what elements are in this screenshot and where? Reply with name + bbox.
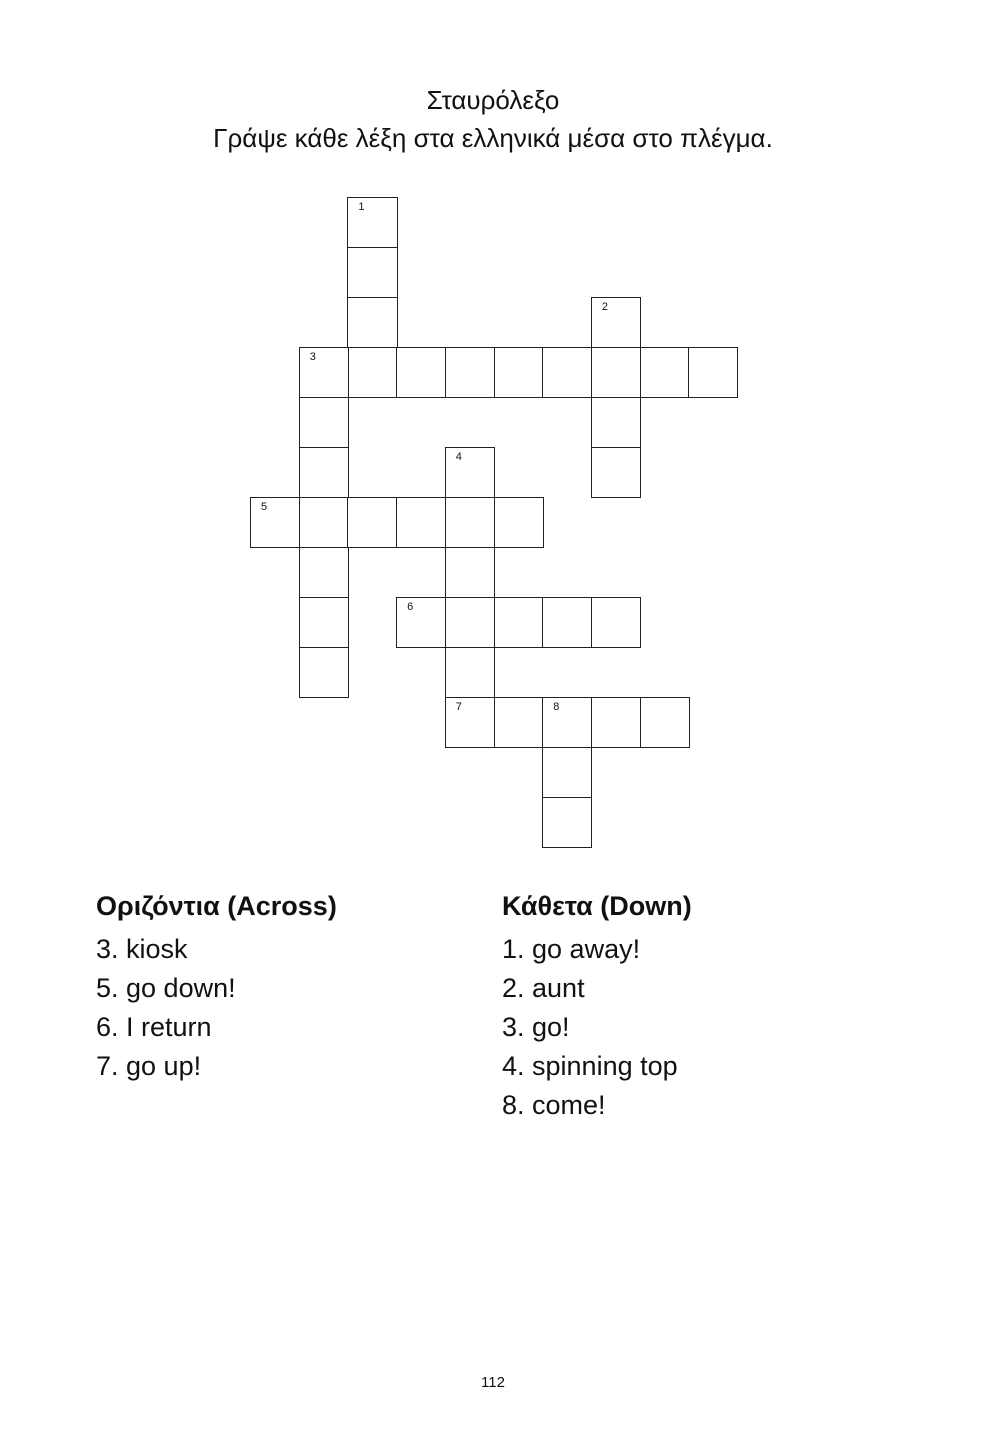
crossword-cell[interactable]	[445, 547, 495, 598]
crossword-cell[interactable]	[591, 597, 641, 648]
crossword-cell[interactable]	[396, 497, 446, 548]
down-clue: 3. go!	[502, 1012, 570, 1042]
crossword-cell[interactable]	[591, 347, 641, 398]
crossword-cell[interactable]	[640, 697, 690, 748]
clue-number: 7	[455, 701, 462, 713]
crossword-cell[interactable]	[591, 397, 641, 448]
clue-number: 4	[455, 451, 462, 463]
clue-number: 2	[601, 301, 609, 313]
across-clue: 3. kiosk	[96, 934, 188, 964]
crossword-cell[interactable]	[347, 297, 397, 348]
page-title: Σταυρόλεξο	[426, 85, 560, 115]
down-clue: 4. spinning top	[502, 1051, 678, 1081]
crossword-cell[interactable]	[299, 497, 349, 548]
crossword-cell[interactable]	[494, 497, 544, 548]
crossword-cell[interactable]	[299, 447, 349, 498]
crossword-cell[interactable]	[250, 497, 300, 548]
crossword-cell[interactable]	[396, 597, 446, 648]
crossword-cell[interactable]	[494, 597, 544, 648]
crossword-cell[interactable]	[396, 347, 446, 398]
crossword-cell[interactable]	[299, 347, 349, 398]
clue-number: 8	[553, 701, 560, 713]
crossword-cell[interactable]	[640, 347, 690, 398]
crossword-cell[interactable]	[494, 697, 544, 748]
crossword-cell[interactable]	[347, 347, 397, 398]
crossword-cell[interactable]	[445, 447, 495, 498]
crossword-cell[interactable]	[542, 747, 592, 798]
down-clue: 2. aunt	[502, 973, 585, 1003]
clue-number: 1	[358, 201, 365, 213]
across-heading: Οριζόντια (Across)	[96, 891, 337, 921]
crossword-cell[interactable]	[347, 247, 397, 298]
down-clue: 8. come!	[502, 1090, 606, 1120]
crossword-cell[interactable]	[591, 447, 641, 498]
clue-number: 3	[309, 351, 316, 363]
across-clue-list	[96, 930, 476, 1086]
crossword-cell[interactable]	[347, 197, 397, 248]
crossword-cell[interactable]	[299, 647, 349, 698]
crossword-cell[interactable]	[445, 497, 495, 548]
down-clue-list	[502, 930, 882, 1125]
crossword-cell[interactable]	[299, 597, 349, 648]
crossword-cell[interactable]	[542, 597, 592, 648]
down-clue: 1. go away!	[502, 934, 641, 964]
crossword-cell[interactable]	[299, 397, 349, 448]
crossword-cell[interactable]	[445, 347, 495, 398]
across-clue: 5. go down!	[96, 973, 236, 1003]
crossword-cell[interactable]	[542, 797, 592, 848]
crossword-cell[interactable]	[591, 297, 641, 348]
crossword-cell[interactable]	[591, 697, 641, 748]
crossword-cell[interactable]	[445, 697, 495, 748]
across-clues-section	[96, 886, 476, 1086]
crossword-cell[interactable]	[347, 497, 397, 548]
across-clue: 6. I return	[96, 1012, 212, 1042]
down-clues-section	[502, 886, 882, 1125]
crossword-cell[interactable]	[299, 547, 349, 598]
crossword-cell[interactable]	[494, 347, 544, 398]
down-heading: Κάθετα (Down)	[502, 891, 692, 921]
crossword-cell[interactable]	[688, 347, 738, 398]
across-clue: 7. go up!	[96, 1051, 202, 1081]
crossword-cell[interactable]	[542, 347, 592, 398]
clue-number: 5	[261, 501, 268, 513]
crossword-cell[interactable]	[445, 597, 495, 648]
clue-number: 6	[407, 601, 414, 613]
crossword-cell[interactable]	[542, 697, 592, 748]
page-number: 112	[481, 1374, 505, 1391]
crossword-cell[interactable]	[445, 647, 495, 698]
instructions: Γράψε κάθε λέξη στα ελληνικά μέσα στο πλέγμα.	[213, 123, 773, 153]
